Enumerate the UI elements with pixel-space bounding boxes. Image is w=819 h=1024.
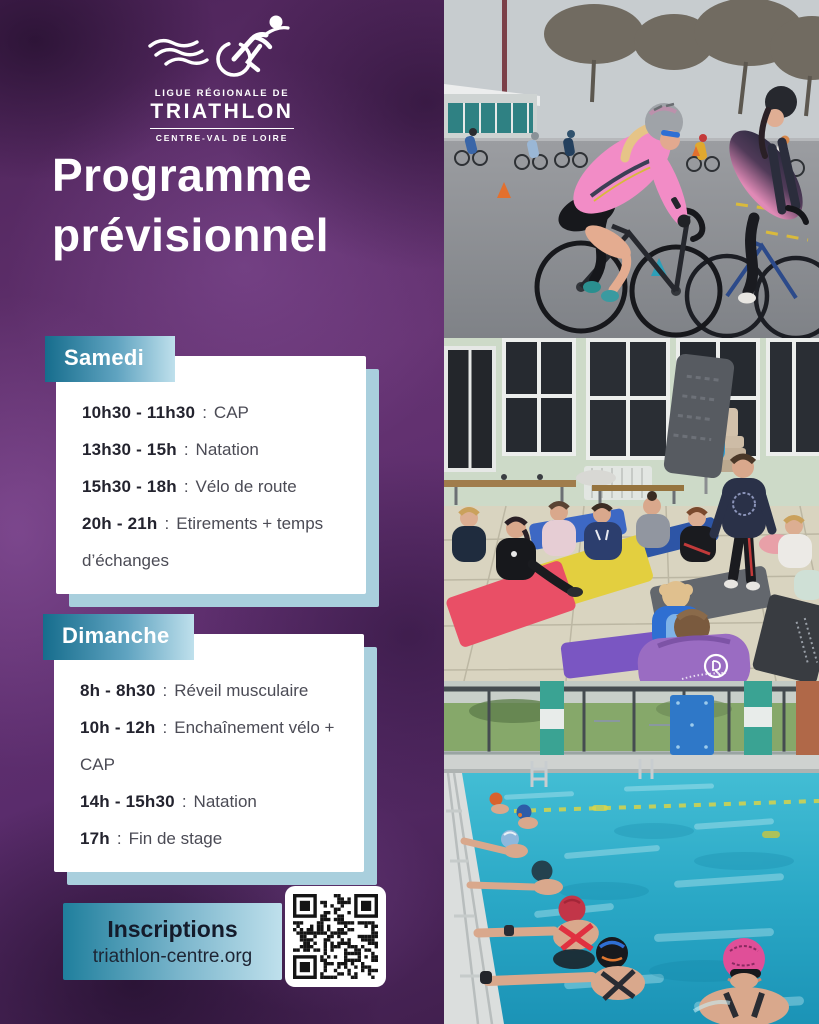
schedule-time: 13h30 - 15h xyxy=(82,440,177,459)
page-title-line2: prévisionnel xyxy=(52,208,329,261)
saturday-tab: Samedi xyxy=(45,336,175,382)
saturday-card xyxy=(56,356,366,594)
schedule-activity: Etirements + temps d’échanges xyxy=(82,514,324,570)
float xyxy=(592,805,608,811)
schedule-activity: Natation xyxy=(193,792,257,811)
page-title xyxy=(52,146,329,266)
photo-stretching xyxy=(444,338,819,681)
schedule-separator: : xyxy=(162,681,168,700)
schedule-time: 17h xyxy=(80,829,110,848)
qr-code-svg xyxy=(293,894,378,979)
stretching-photo-illustration xyxy=(444,338,819,681)
pool-deck xyxy=(444,755,819,771)
inscriptions-website[interactable]: triathlon-centre.org xyxy=(92,945,253,967)
schedule-item xyxy=(82,468,346,505)
page-title-line1: Programme xyxy=(52,149,313,201)
footer xyxy=(63,886,393,992)
schedule-item xyxy=(80,783,344,820)
triathlete-cyclist-icon xyxy=(142,12,302,86)
schedule-activity: Réveil musculaire xyxy=(174,681,309,700)
saturday-section xyxy=(45,336,395,594)
logo-organization-text: LIGUE RÉGIONALE DE xyxy=(154,88,290,99)
sunday-section xyxy=(43,614,393,872)
league-logo xyxy=(0,12,444,143)
schedule-time: 20h - 21h xyxy=(82,514,158,533)
schedule-item xyxy=(80,709,344,783)
qr-code[interactable] xyxy=(285,886,386,987)
swimming-photo-illustration xyxy=(444,681,819,1024)
schedule-time: 8h - 8h30 xyxy=(80,681,156,700)
inscriptions-banner xyxy=(63,903,282,980)
schedule-separator: : xyxy=(183,477,189,496)
photo-swimming xyxy=(444,681,819,1024)
schedule-separator: : xyxy=(181,792,187,811)
photo-column xyxy=(444,0,819,1024)
logo-sport-text: TRIATHLON xyxy=(150,100,294,123)
cycling-photo-illustration xyxy=(444,0,819,338)
schedule-item xyxy=(80,672,344,709)
sunday-tab: Dimanche xyxy=(43,614,194,660)
inscriptions-label: Inscriptions xyxy=(107,915,238,942)
schedule-activity: Natation xyxy=(195,440,259,459)
schedule-time: 15h30 - 18h xyxy=(82,477,177,496)
logo-region-text: CENTRE-VAL DE LOIRE xyxy=(150,128,295,143)
schedule-time: 10h30 - 11h30 xyxy=(82,403,196,422)
schedule-item xyxy=(82,431,346,468)
schedule-separator: : xyxy=(162,718,168,737)
schedule-separator: : xyxy=(164,514,170,533)
schedule-item xyxy=(82,505,346,579)
schedule-separator: : xyxy=(202,403,207,422)
schedule-activity: Fin de stage xyxy=(128,829,223,848)
schedule-separator: : xyxy=(116,829,122,848)
schedule-activity: Enchaînement vélo + CAP xyxy=(80,718,335,774)
schedule-activity: CAP xyxy=(213,403,249,422)
schedule-time: 10h - 12h xyxy=(80,718,156,737)
photo-cycling xyxy=(444,0,819,338)
schedule-activity: Vélo de route xyxy=(195,477,297,496)
schedule-time: 14h - 15h30 xyxy=(80,792,175,811)
schedule-item xyxy=(82,394,346,431)
sunday-card xyxy=(54,634,364,872)
float xyxy=(762,831,780,838)
schedule-separator: : xyxy=(183,440,189,459)
schedule-item xyxy=(80,820,344,857)
